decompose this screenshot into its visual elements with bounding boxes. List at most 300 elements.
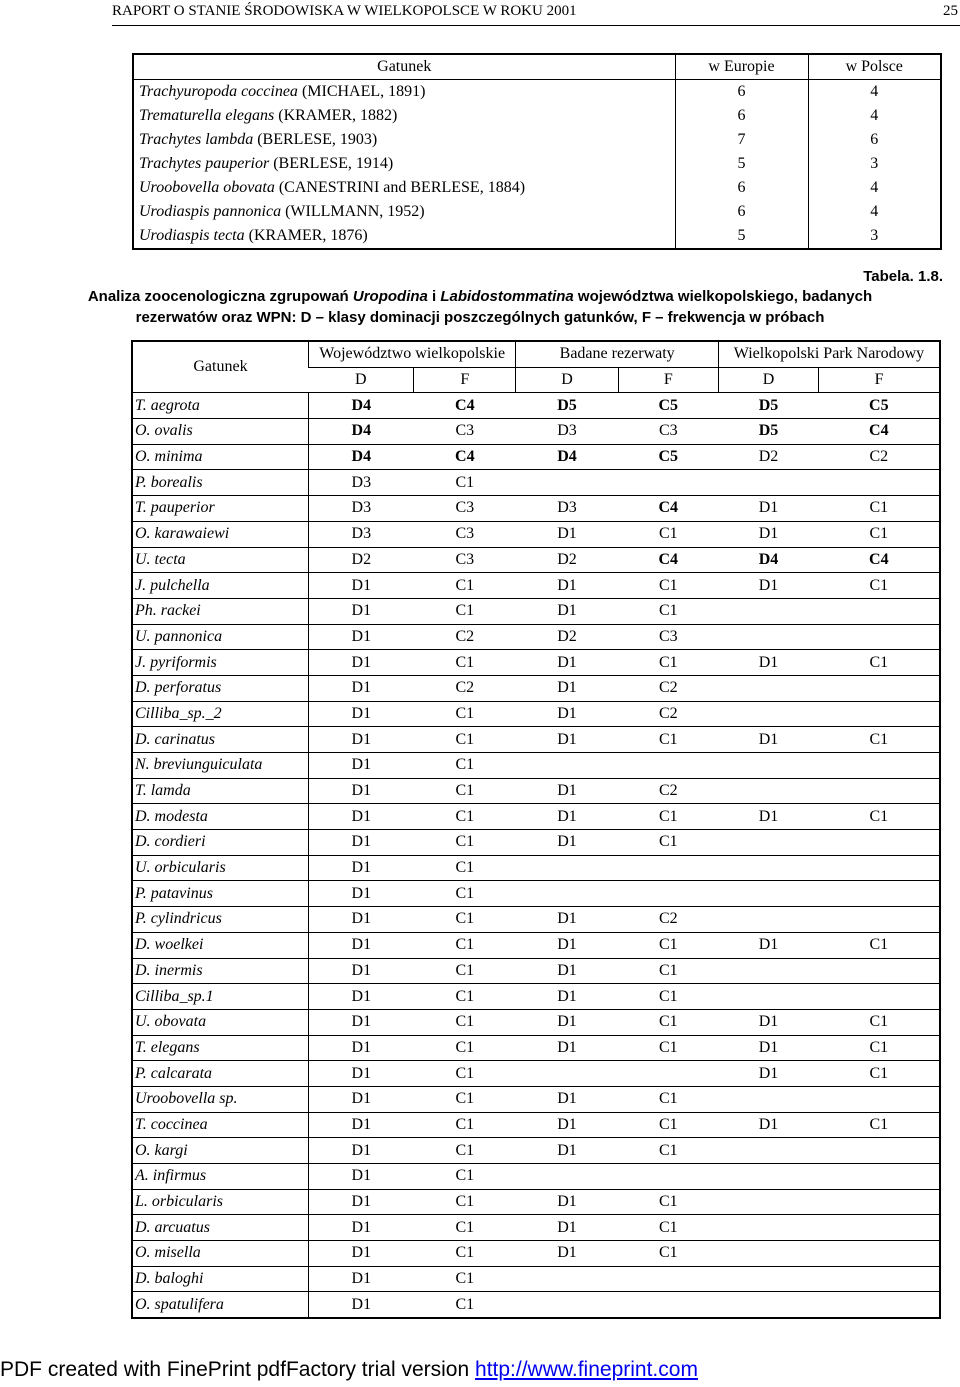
table-row bbox=[132, 547, 940, 573]
species-name: D. modesta bbox=[132, 804, 308, 830]
frequency-class: C1 bbox=[414, 1138, 516, 1164]
dominance-class: D1 bbox=[718, 804, 818, 830]
col-header-poland: w Polsce bbox=[808, 54, 941, 80]
dominance-class: D1 bbox=[308, 650, 413, 676]
dominance-class: D1 bbox=[718, 727, 818, 753]
sub-header-f: F bbox=[618, 367, 718, 393]
frequency-class: C1 bbox=[618, 573, 718, 599]
frequency-class: C1 bbox=[819, 573, 940, 599]
dominance-class: D1 bbox=[308, 1266, 413, 1292]
europe-count: 6 bbox=[675, 80, 808, 105]
table-row bbox=[132, 1164, 940, 1190]
europe-count: 7 bbox=[675, 128, 808, 152]
table-row bbox=[132, 598, 940, 624]
frequency-class: C3 bbox=[618, 419, 718, 445]
table-row bbox=[133, 176, 941, 200]
frequency-class bbox=[819, 753, 940, 779]
species-name: U. tecta bbox=[132, 547, 308, 573]
frequency-class: C5 bbox=[618, 393, 718, 419]
dominance-class: D1 bbox=[516, 521, 618, 547]
frequency-class: C3 bbox=[414, 419, 516, 445]
dominance-class: D1 bbox=[516, 830, 618, 856]
species-cell bbox=[133, 176, 675, 200]
frequency-class: C3 bbox=[414, 521, 516, 547]
poland-count: 4 bbox=[808, 200, 941, 224]
dominance-class: D1 bbox=[308, 1061, 413, 1087]
species-author: (BERLESE, 1903) bbox=[253, 131, 378, 148]
dominance-class bbox=[718, 1086, 818, 1112]
frequency-class: C2 bbox=[618, 778, 718, 804]
species-name: L. orbicularis bbox=[132, 1189, 308, 1215]
dominance-class bbox=[516, 855, 618, 881]
table-row bbox=[132, 881, 940, 907]
dominance-class: D2 bbox=[516, 547, 618, 573]
frequency-class: C3 bbox=[618, 624, 718, 650]
table1-header-row bbox=[133, 54, 941, 80]
frequency-class bbox=[819, 984, 940, 1010]
frequency-class: C1 bbox=[618, 1035, 718, 1061]
table-caption: Analiza zoocenologiczna zgrupowań Uropodina i Labidostommatina województwa wielkopolskiego, badanych rezerwatów oraz WPN: D – klasy dominacji poszczególnych gatunków, F – frekwencja w próbach bbox=[87, 288, 873, 326]
dominance-class: D1 bbox=[308, 727, 413, 753]
dominance-class bbox=[718, 1138, 818, 1164]
dominance-class: D1 bbox=[516, 1009, 618, 1035]
species-name: O. karawaiewi bbox=[132, 521, 308, 547]
dominance-class: D1 bbox=[718, 650, 818, 676]
dominance-class: D1 bbox=[308, 1009, 413, 1035]
table-row bbox=[132, 932, 940, 958]
footer-text: PDF created with FinePrint pdfFactory trial version bbox=[0, 1358, 476, 1381]
group-header-national-park: Wielkopolski Park Narodowy bbox=[718, 341, 940, 367]
table-row bbox=[133, 152, 941, 176]
poland-count: 3 bbox=[808, 152, 941, 176]
frequency-class: C1 bbox=[618, 1189, 718, 1215]
table-row bbox=[132, 1061, 940, 1087]
dominance-class: D1 bbox=[308, 1086, 413, 1112]
frequency-class bbox=[819, 470, 940, 496]
dominance-class bbox=[516, 1164, 618, 1190]
dominance-class: D1 bbox=[516, 984, 618, 1010]
dominance-class: D1 bbox=[308, 1138, 413, 1164]
dominance-class bbox=[718, 624, 818, 650]
europe-count: 6 bbox=[675, 104, 808, 128]
table-row bbox=[132, 1266, 940, 1292]
frequency-class: C1 bbox=[819, 804, 940, 830]
table-row bbox=[132, 624, 940, 650]
frequency-class bbox=[819, 1241, 940, 1267]
europe-count: 6 bbox=[675, 176, 808, 200]
species-cell bbox=[133, 152, 675, 176]
dominance-class bbox=[718, 675, 818, 701]
table-row bbox=[132, 907, 940, 933]
dominance-class: D1 bbox=[308, 1112, 413, 1138]
species-name: P. borealis bbox=[132, 470, 308, 496]
species-author: (KRAMER, 1876) bbox=[244, 227, 368, 244]
table-row bbox=[132, 727, 940, 753]
frequency-class bbox=[819, 1189, 940, 1215]
frequency-class: C1 bbox=[414, 701, 516, 727]
dominance-class: D1 bbox=[308, 932, 413, 958]
frequency-class: C1 bbox=[414, 1215, 516, 1241]
species-name: P. calcarata bbox=[132, 1061, 308, 1087]
dominance-class: D1 bbox=[308, 830, 413, 856]
species-author: (MICHAEL, 1891) bbox=[297, 83, 426, 100]
dominance-class: D1 bbox=[718, 496, 818, 522]
table-row bbox=[132, 444, 940, 470]
species-name: D. carinatus bbox=[132, 727, 308, 753]
dominance-class: D3 bbox=[516, 419, 618, 445]
dominance-frequency-table bbox=[131, 340, 941, 1319]
dominance-class: D1 bbox=[718, 932, 818, 958]
frequency-class bbox=[819, 958, 940, 984]
frequency-class: C1 bbox=[414, 778, 516, 804]
species-cell bbox=[133, 224, 675, 249]
species-name: O. kargi bbox=[132, 1138, 308, 1164]
dominance-class: D1 bbox=[308, 855, 413, 881]
poland-count: 3 bbox=[808, 224, 941, 249]
table-row bbox=[132, 701, 940, 727]
dominance-class: D1 bbox=[308, 1189, 413, 1215]
frequency-class bbox=[819, 1266, 940, 1292]
frequency-class: C5 bbox=[618, 444, 718, 470]
col-header-species: Gatunek bbox=[132, 341, 308, 393]
species-cell bbox=[133, 104, 675, 128]
frequency-class bbox=[819, 907, 940, 933]
poland-count: 6 bbox=[808, 128, 941, 152]
dominance-class bbox=[718, 881, 818, 907]
dominance-class: D1 bbox=[308, 624, 413, 650]
europe-count: 5 bbox=[675, 224, 808, 249]
dominance-class: D1 bbox=[308, 1215, 413, 1241]
table-row bbox=[133, 104, 941, 128]
table-number: Tabela. 1.8. bbox=[863, 268, 943, 285]
dominance-class bbox=[516, 881, 618, 907]
species-name: Urodiaspis pannonica bbox=[139, 203, 282, 220]
dominance-class bbox=[516, 1061, 618, 1087]
dominance-class: D1 bbox=[516, 804, 618, 830]
dominance-class bbox=[516, 470, 618, 496]
dominance-class: D1 bbox=[718, 521, 818, 547]
frequency-class: C1 bbox=[618, 1086, 718, 1112]
frequency-class: C1 bbox=[414, 598, 516, 624]
sub-header-d: D bbox=[516, 367, 618, 393]
frequency-class: C1 bbox=[414, 650, 516, 676]
frequency-class: C1 bbox=[819, 496, 940, 522]
frequency-class: C1 bbox=[819, 1061, 940, 1087]
dominance-class: D1 bbox=[718, 573, 818, 599]
species-name: D. inermis bbox=[132, 958, 308, 984]
dominance-class bbox=[516, 753, 618, 779]
frequency-class: C2 bbox=[414, 624, 516, 650]
europe-count: 6 bbox=[675, 200, 808, 224]
dominance-class: D1 bbox=[516, 727, 618, 753]
frequency-class: C1 bbox=[618, 1138, 718, 1164]
pdf-footer bbox=[0, 1358, 698, 1382]
species-name: D. woelkei bbox=[132, 932, 308, 958]
frequency-class bbox=[618, 1061, 718, 1087]
frequency-class: C4 bbox=[819, 419, 940, 445]
table-row bbox=[132, 753, 940, 779]
species-name: O. misella bbox=[132, 1241, 308, 1267]
dominance-class: D1 bbox=[308, 753, 413, 779]
frequency-class: C4 bbox=[414, 393, 516, 419]
table-row bbox=[132, 521, 940, 547]
table-row bbox=[133, 128, 941, 152]
species-author: (WILLMANN, 1952) bbox=[281, 203, 425, 220]
dominance-class: D1 bbox=[516, 1189, 618, 1215]
table-row bbox=[132, 1112, 940, 1138]
dominance-class: D1 bbox=[718, 1009, 818, 1035]
frequency-class bbox=[618, 855, 718, 881]
frequency-class: C1 bbox=[414, 804, 516, 830]
dominance-class: D1 bbox=[718, 1061, 818, 1087]
species-name: Uroobovella sp. bbox=[132, 1086, 308, 1112]
table-row bbox=[132, 804, 940, 830]
table-row bbox=[132, 958, 940, 984]
species-name: J. pulchella bbox=[132, 573, 308, 599]
dominance-class bbox=[718, 701, 818, 727]
species-name: Trachytes pauperior bbox=[139, 155, 270, 172]
species-author: (BERLESE, 1914) bbox=[269, 155, 394, 172]
dominance-class: D1 bbox=[516, 932, 618, 958]
frequency-class: C2 bbox=[618, 907, 718, 933]
frequency-class: C1 bbox=[618, 1112, 718, 1138]
frequency-class bbox=[819, 1138, 940, 1164]
frequency-class: C1 bbox=[618, 1241, 718, 1267]
dominance-class bbox=[718, 830, 818, 856]
dominance-class: D5 bbox=[718, 393, 818, 419]
dominance-class: D1 bbox=[308, 804, 413, 830]
dominance-class: D1 bbox=[308, 984, 413, 1010]
dominance-class: D1 bbox=[516, 675, 618, 701]
report-title: RAPORT O STANIE ŚRODOWISKA W WIELKOPOLSCE W ROKU 2001 bbox=[112, 3, 577, 19]
species-name: Trematurella elegans bbox=[139, 107, 275, 124]
table-row bbox=[133, 200, 941, 224]
frequency-class: C2 bbox=[618, 701, 718, 727]
frequency-class: C2 bbox=[414, 675, 516, 701]
table-row bbox=[132, 1241, 940, 1267]
species-name: T. pauperior bbox=[132, 496, 308, 522]
table-row bbox=[132, 419, 940, 445]
dominance-class: D1 bbox=[516, 598, 618, 624]
dominance-class: D1 bbox=[516, 701, 618, 727]
frequency-class: C2 bbox=[618, 675, 718, 701]
frequency-class bbox=[819, 1086, 940, 1112]
frequency-class: C1 bbox=[414, 1035, 516, 1061]
dominance-class bbox=[718, 1241, 818, 1267]
dominance-class: D1 bbox=[516, 650, 618, 676]
frequency-class bbox=[819, 701, 940, 727]
table-row bbox=[132, 1292, 940, 1318]
frequency-class bbox=[819, 1292, 940, 1318]
dominance-class bbox=[718, 753, 818, 779]
frequency-class: C1 bbox=[819, 521, 940, 547]
table-row bbox=[132, 650, 940, 676]
col-header-species: Gatunek bbox=[133, 54, 675, 80]
species-name: D. perforatus bbox=[132, 675, 308, 701]
species-name: U. pannonica bbox=[132, 624, 308, 650]
dominance-class: D1 bbox=[308, 778, 413, 804]
dominance-class: D3 bbox=[308, 470, 413, 496]
frequency-class: C1 bbox=[414, 727, 516, 753]
frequency-class: C1 bbox=[414, 1164, 516, 1190]
dominance-class: D3 bbox=[308, 496, 413, 522]
dominance-class: D1 bbox=[308, 675, 413, 701]
dominance-class: D1 bbox=[516, 1138, 618, 1164]
dominance-class: D1 bbox=[516, 778, 618, 804]
frequency-class: C1 bbox=[414, 984, 516, 1010]
dominance-class bbox=[718, 1292, 818, 1318]
dominance-class: D1 bbox=[516, 1215, 618, 1241]
table-row bbox=[133, 80, 941, 105]
frequency-class: C1 bbox=[414, 1189, 516, 1215]
dominance-class: D1 bbox=[308, 1292, 413, 1318]
table-row bbox=[132, 830, 940, 856]
frequency-class: C5 bbox=[819, 393, 940, 419]
table-row bbox=[132, 855, 940, 881]
dominance-class: D1 bbox=[516, 907, 618, 933]
frequency-class: C3 bbox=[414, 547, 516, 573]
frequency-class: C1 bbox=[618, 984, 718, 1010]
frequency-class bbox=[819, 855, 940, 881]
species-name: Ph. rackei bbox=[132, 598, 308, 624]
species-name: A. infirmus bbox=[132, 1164, 308, 1190]
frequency-class: C1 bbox=[819, 932, 940, 958]
dominance-class bbox=[516, 1292, 618, 1318]
frequency-class bbox=[618, 881, 718, 907]
species-name: P. patavinus bbox=[132, 881, 308, 907]
dominance-class: D5 bbox=[718, 419, 818, 445]
frequency-class bbox=[819, 624, 940, 650]
frequency-class: C4 bbox=[618, 547, 718, 573]
species-name: Cilliba_sp._2 bbox=[132, 701, 308, 727]
dominance-class: D1 bbox=[308, 1241, 413, 1267]
frequency-class: C1 bbox=[414, 1009, 516, 1035]
species-name: O. ovalis bbox=[132, 419, 308, 445]
frequency-class: C4 bbox=[819, 547, 940, 573]
frequency-class: C3 bbox=[414, 496, 516, 522]
frequency-class: C1 bbox=[414, 855, 516, 881]
dominance-class: D1 bbox=[516, 573, 618, 599]
species-cell bbox=[133, 128, 675, 152]
fineprint-link[interactable]: http://www.fineprint.com bbox=[475, 1358, 698, 1381]
species-name: U. obovata bbox=[132, 1009, 308, 1035]
dominance-class: D3 bbox=[516, 496, 618, 522]
frequency-class: C4 bbox=[618, 496, 718, 522]
frequency-class bbox=[819, 881, 940, 907]
frequency-class: C1 bbox=[414, 830, 516, 856]
frequency-class: C1 bbox=[618, 958, 718, 984]
species-name: Cilliba_sp.1 bbox=[132, 984, 308, 1010]
frequency-class: C1 bbox=[618, 804, 718, 830]
table-row bbox=[132, 675, 940, 701]
dominance-class: D4 bbox=[308, 419, 413, 445]
europe-count: 5 bbox=[675, 152, 808, 176]
poland-count: 4 bbox=[808, 104, 941, 128]
species-name: T. aegrota bbox=[132, 393, 308, 419]
frequency-class: C1 bbox=[414, 1086, 516, 1112]
page-number: 25 bbox=[943, 3, 958, 19]
frequency-class bbox=[618, 1164, 718, 1190]
frequency-class: C1 bbox=[618, 1009, 718, 1035]
table-row bbox=[132, 573, 940, 599]
frequency-class: C1 bbox=[819, 1112, 940, 1138]
frequency-class bbox=[819, 1215, 940, 1241]
table-row bbox=[132, 1009, 940, 1035]
table-row bbox=[132, 778, 940, 804]
species-name: T. coccinea bbox=[132, 1112, 308, 1138]
dominance-class: D1 bbox=[516, 1112, 618, 1138]
page-header bbox=[112, 3, 960, 26]
table-row bbox=[132, 496, 940, 522]
frequency-class: C1 bbox=[414, 1061, 516, 1087]
species-author: (CANESTRINI and BERLESE, 1884) bbox=[274, 179, 526, 196]
frequency-class: C1 bbox=[819, 1009, 940, 1035]
species-name: O. spatulifera bbox=[132, 1292, 308, 1318]
table-row bbox=[132, 1086, 940, 1112]
frequency-class bbox=[618, 1292, 718, 1318]
frequency-class: C1 bbox=[819, 727, 940, 753]
frequency-class: C1 bbox=[414, 1241, 516, 1267]
frequency-class: C1 bbox=[414, 958, 516, 984]
frequency-class: C1 bbox=[414, 881, 516, 907]
dominance-class: D2 bbox=[718, 444, 818, 470]
dominance-class: D1 bbox=[308, 907, 413, 933]
species-name: T. elegans bbox=[132, 1035, 308, 1061]
frequency-class: C1 bbox=[819, 650, 940, 676]
species-name: D. cordieri bbox=[132, 830, 308, 856]
dominance-class: D5 bbox=[516, 393, 618, 419]
dominance-class bbox=[718, 958, 818, 984]
dominance-class bbox=[718, 907, 818, 933]
dominance-class: D4 bbox=[308, 393, 413, 419]
frequency-class: C1 bbox=[414, 753, 516, 779]
table-row bbox=[132, 1035, 940, 1061]
frequency-class bbox=[618, 470, 718, 496]
dominance-class: D1 bbox=[308, 958, 413, 984]
dominance-class bbox=[718, 1215, 818, 1241]
dominance-class bbox=[718, 598, 818, 624]
frequency-class: C4 bbox=[414, 444, 516, 470]
frequency-class: C1 bbox=[618, 598, 718, 624]
dominance-class: D1 bbox=[308, 1164, 413, 1190]
frequency-class: C2 bbox=[819, 444, 940, 470]
frequency-class bbox=[618, 1266, 718, 1292]
dominance-class: D4 bbox=[516, 444, 618, 470]
species-name: D. arcuatus bbox=[132, 1215, 308, 1241]
sub-header-d: D bbox=[718, 367, 818, 393]
dominance-class: D1 bbox=[718, 1112, 818, 1138]
frequency-class: C1 bbox=[618, 650, 718, 676]
table-row bbox=[132, 1215, 940, 1241]
frequency-class bbox=[819, 778, 940, 804]
dominance-class bbox=[718, 1189, 818, 1215]
dominance-class: D1 bbox=[516, 958, 618, 984]
species-cell bbox=[133, 200, 675, 224]
col-header-europe: w Europie bbox=[675, 54, 808, 80]
dominance-class bbox=[516, 1266, 618, 1292]
species-name: P. cylindricus bbox=[132, 907, 308, 933]
species-name: J. pyriformis bbox=[132, 650, 308, 676]
dominance-class bbox=[718, 1164, 818, 1190]
frequency-class: C1 bbox=[414, 907, 516, 933]
species-name: U. orbicularis bbox=[132, 855, 308, 881]
species-name: Trachytes lambda bbox=[139, 131, 254, 148]
poland-count: 4 bbox=[808, 176, 941, 200]
sub-header-f: F bbox=[819, 367, 940, 393]
species-name: Trachyuropoda coccinea bbox=[139, 83, 298, 100]
species-name: T. lamda bbox=[132, 778, 308, 804]
species-name: Uroobovella obovata bbox=[139, 179, 275, 196]
